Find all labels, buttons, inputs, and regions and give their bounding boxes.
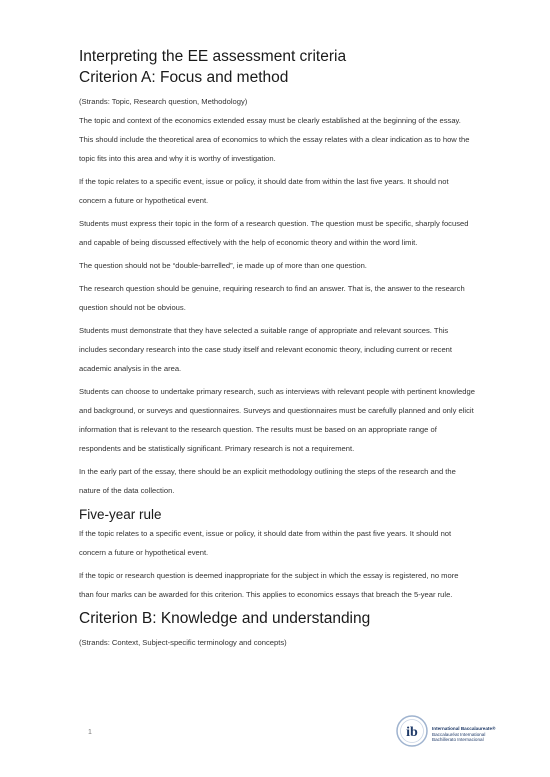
criterion-a-paragraph: The research question should be genuine, requiring research to find an answer. That is, the answer to the research question should not be obvious. — [79, 284, 465, 312]
page-content — [79, 47, 475, 648]
five-year-rule-paragraph: If the topic relates to a specific event, issue or policy, it should date from within the past five years. It should not concern a future or hypothetical event. — [79, 529, 452, 557]
criterion-b-heading: Criterion B: Knowledge and understanding — [79, 610, 371, 627]
criterion-a-paragraph: Students must demonstrate that they have selected a suitable range of appropriate and relevant sources. This includes secondary research into the case study itself and relevant economic theory, including current or recent academic analysis in the area. — [79, 326, 452, 373]
criterion-a-strands: (Strands: Topic, Research question, Methodology) — [79, 97, 248, 106]
page-number: 1 — [88, 729, 92, 736]
criterion-a-paragraph: The topic and context of the economics extended essay must be clearly established at the beginning of the essay. This should include the theoretical area of economics to which the essay relates with a clear indication as to how the topic fits into this area and why it is worthy of investigation. — [79, 116, 470, 163]
criterion-a-heading: Criterion A: Focus and method — [79, 69, 289, 86]
ib-logo-line: Baccalauréat International — [432, 731, 486, 737]
ib-logo-line: International Baccalaureate® — [432, 726, 496, 731]
criterion-a-paragraph: If the topic relates to a specific event, issue or policy, it should date from within the last five years. It should not concern a future or hypothetical event. — [79, 177, 449, 205]
criterion-a-paragraph: Students can choose to undertake primary research, such as interviews with relevant people with pertinent knowledge and background, or surveys and questionnaires. Surveys and questionnaires must be carefully planned and only elicit information that is relevant to the research question. The results must be based on an appropriate range of respondents and be statistically significant. Primary research is not a requirement. — [79, 387, 475, 453]
ib-logo-text — [432, 726, 495, 743]
ib-logo-icon — [395, 714, 429, 748]
criterion-a-paragraph: In the early part of the essay, there should be an explicit methodology outlining the steps of the research and the nature of the data collection. — [79, 467, 456, 495]
svg-text:ib: ib — [406, 725, 418, 740]
ib-logo-line: Bachillerato Internacional — [432, 737, 484, 743]
ib-logo — [395, 714, 535, 754]
criterion-a-paragraph: Students must express their topic in the form of a research question. The question must be specific, sharply focused and capable of being discussed effectively with the help of economic theory and within the word limit. — [79, 219, 469, 247]
five-year-rule-heading: Five-year rule — [79, 507, 162, 522]
criterion-b-strands: (Strands: Context, Subject-specific terminology and concepts) — [79, 638, 287, 647]
criterion-a-paragraph: The question should not be “double-barrelled”, ie made up of more than one question. — [79, 261, 367, 270]
five-year-rule-paragraph: If the topic or research question is deemed inappropriate for the subject in which the essay is registered, no more than four marks can be awarded for this criterion. This applies to economics essays that breach the 5-year rule. — [79, 571, 459, 599]
document-title: Interpreting the EE assessment criteria — [79, 48, 347, 65]
